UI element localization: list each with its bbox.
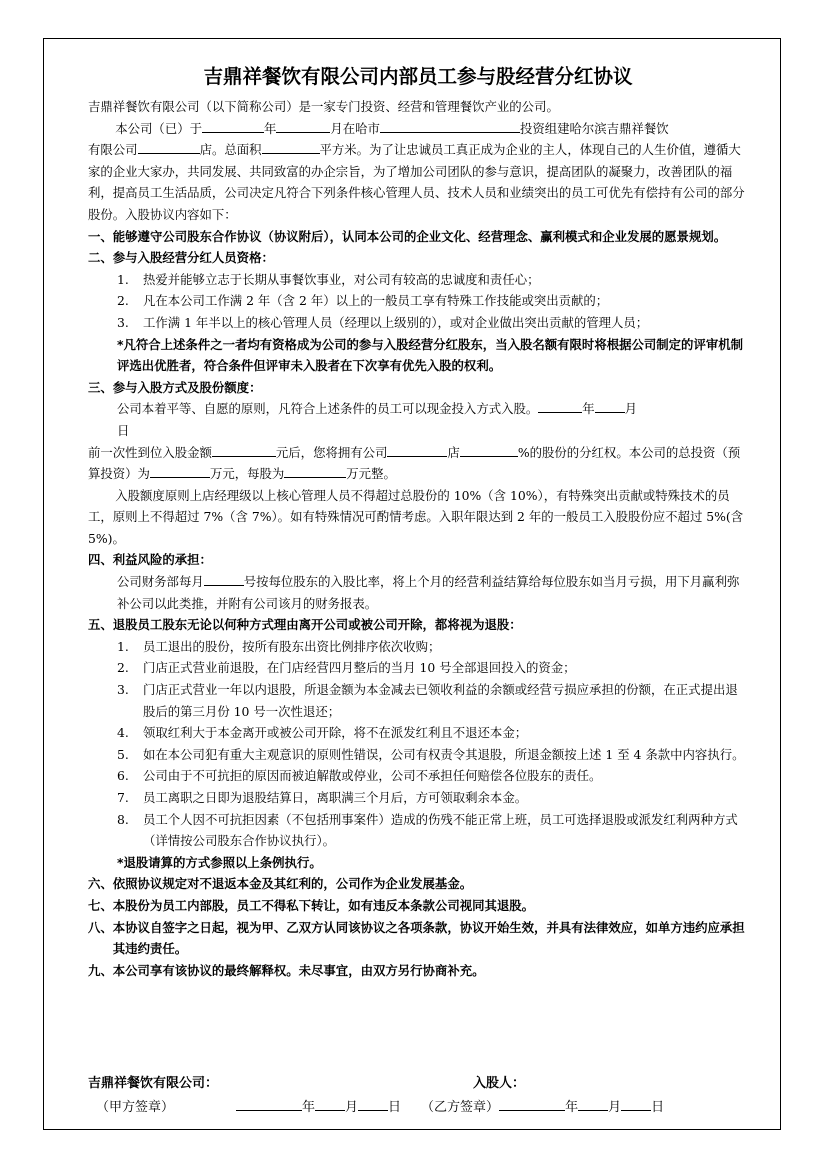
list-item xyxy=(88,744,748,766)
blank-party-b-month[interactable] xyxy=(578,1096,608,1111)
blank-month[interactable] xyxy=(595,398,625,413)
s4-text-b: 号按每位股东的入股比率，将上个月的经营利益结算给每位股东如当月亏损，用下月赢利弥补公司以此类推，并附有公司该月的财务报表。 xyxy=(117,574,740,611)
s3-year-label: 年 xyxy=(582,401,595,417)
blank-total-investment[interactable] xyxy=(150,463,210,478)
list-item xyxy=(88,636,748,658)
s3-store-label: 店 xyxy=(447,444,460,460)
s3-investment-label: %的股份的分红权。本公司的总投资（预算投资）为 xyxy=(88,444,741,482)
section-2-heading: 二、参与入股经营分红人员资格： xyxy=(88,250,274,266)
s3-end-text: 万元整。 xyxy=(346,466,396,482)
blank-year[interactable] xyxy=(202,118,264,133)
party-a-year-label: 年 xyxy=(302,1100,316,1115)
section-5-note: *退股请算的方式参照以上条例执行。 xyxy=(117,854,322,870)
section-9: 九、本公司享有该协议的最终解释权。未尽事宜，由双方另行协商补充。 xyxy=(88,962,485,978)
party-b-seal-label: （乙方签章） xyxy=(421,1100,500,1115)
blank-store-name[interactable] xyxy=(138,139,200,154)
list-item xyxy=(88,269,748,291)
intro-year-label: 年 xyxy=(264,120,277,136)
blank-amount[interactable] xyxy=(212,442,276,457)
signature-block xyxy=(88,1072,748,1120)
company-signature-label: 吉鼎祥餐饮有限公司： xyxy=(88,1076,219,1091)
intro-paragraph-1: 吉鼎祥餐饮有限公司（以下简称公司）是一家专门投资、经营和管理餐饮产业的公司。 xyxy=(88,99,559,114)
item-text: 员工离职之日即为退股结算日，离职满三个月后，方可领取剩余本金。 xyxy=(143,790,528,805)
intro-month-label: 月在哈市 xyxy=(330,120,380,136)
item-text: 如在本公司犯有重大主观意识的原则性错误，公司有权责令其退股，所退金额按上述 1 至 4 条款中内容执行。 xyxy=(143,746,745,762)
party-a-seal-label: （甲方签章） xyxy=(96,1100,175,1115)
section-3-paragraph-3: 入股额度原则上店经理级以上核心管理人员不得超过总股份的 10%（含 10%），有特殊突出贡献或特殊技术的员工，原则上不得超过 7%（含 7%）。如有特殊情况可酌情考虑。入职年限达到 2 年的一般员工入股股份应不超过 5%(含 5%)。 xyxy=(88,487,744,546)
blank-party-a-year[interactable] xyxy=(236,1096,302,1111)
item-number: 4. xyxy=(117,725,129,741)
item-text: 凡在本公司工作满 2 年（含 2 年）以上的一般员工享有特殊工作技能或突出贡献的； xyxy=(143,293,609,309)
signature-header-row xyxy=(88,1072,748,1096)
item-text: 领取红利大于本金离开或被公司开除，将不在派发红利且不退还本金； xyxy=(143,725,528,741)
blank-party-b-day[interactable] xyxy=(621,1096,651,1111)
blank-store[interactable] xyxy=(387,442,447,457)
item-number: 3. xyxy=(117,682,129,698)
blank-percent[interactable] xyxy=(460,442,518,457)
blank-share-price[interactable] xyxy=(284,463,346,478)
intro-text: 本公司（已）于 xyxy=(115,120,202,136)
investor-signature-label: 入股人： xyxy=(473,1076,526,1091)
item-text: 门店正式营业一年以内退股，所退金额为本金减去已领收利益的余额或经营亏损应承担的份额，在正式提出退股后的第三月份 10 号一次性退还； xyxy=(143,682,738,719)
section-4-paragraph xyxy=(88,571,748,614)
item-text: 员工退出的股份，按所有股东出资比例排序依次收购； xyxy=(143,638,441,654)
list-item xyxy=(88,290,748,312)
document-title: 吉鼎祥餐饮有限公司内部员工参与股经营分红协议 xyxy=(203,65,633,88)
item-text: 公司由于不可抗拒的原因而被迫解散或停业，公司不承担任何赔偿各位股东的责任。 xyxy=(143,768,602,784)
section-4-heading: 四、利益风险的承担： xyxy=(88,552,212,568)
section-3-paragraph-2 xyxy=(88,442,748,485)
section-1: 一、能够遵守公司股东合作协议（协议附后），认同本公司的企业文化、经营理念、赢利模式和企业发展的愿景规划。 xyxy=(88,228,727,244)
item-number: 1. xyxy=(117,638,129,654)
party-b-year-label: 年 xyxy=(565,1100,579,1115)
intro-company-label: 有限公司 xyxy=(88,142,138,158)
blank-year[interactable] xyxy=(538,398,582,413)
list-item xyxy=(88,809,748,852)
blank-party-a-month[interactable] xyxy=(315,1096,345,1111)
blank-party-b-year[interactable] xyxy=(499,1096,565,1111)
section-6: 六、依照协议规定对不退返本金及其红利的，公司作为企业发展基金。 xyxy=(88,876,473,892)
list-item xyxy=(88,657,748,679)
section-3-paragraph-1 xyxy=(88,398,748,441)
item-number: 2. xyxy=(117,660,129,676)
section-7: 七、本股份为员工内部股，员工不得私下转让，如有违反本条款公司视同其退股。 xyxy=(88,897,535,913)
agreement-body xyxy=(88,62,748,981)
item-number: 6. xyxy=(117,768,129,784)
party-b-month-label: 月 xyxy=(608,1100,622,1115)
s3-share-label: 万元，每股为 xyxy=(209,466,285,482)
section-8: 八、本协议自签字之日起，视为甲、乙双方认同该协议之各项条款，协议开始生效，并具有法律效应，如单方违约应承担其违约责任。 xyxy=(88,919,745,957)
list-item xyxy=(88,312,748,334)
section-3-heading: 三、参与入股方式及股份额度： xyxy=(88,379,262,395)
section-5-heading: 五、退股员工股东无论以何种方式理由离开公司或被公司开除，都将视为退股： xyxy=(88,617,522,633)
item-number: 7. xyxy=(117,790,129,805)
item-number: 5. xyxy=(117,746,129,762)
blank-area[interactable] xyxy=(262,139,320,154)
blank-month[interactable] xyxy=(276,118,330,133)
list-item xyxy=(88,679,748,722)
s4-text: 公司财务部每月 xyxy=(117,574,204,590)
intro-area-label: 店。总面积 xyxy=(199,142,262,158)
list-item xyxy=(88,722,748,744)
s3-month-label: 月 xyxy=(624,401,638,417)
item-text: 门店正式营业前退股，在门店经营四月整后的当月 10 号全部退回投入的资金； xyxy=(143,660,576,676)
item-text: 工作满 1 年半以上的核心管理人员（经理以上级别的），或对企业做出突出贡献的管理人员； xyxy=(143,314,649,330)
party-a-month-label: 月 xyxy=(345,1100,359,1115)
s3-text: 公司本着平等、自愿的原则，凡符合上述条件的员工可以现金投入方式入股。 xyxy=(117,401,539,417)
list-item xyxy=(88,787,748,809)
item-number: 2. xyxy=(117,293,129,309)
item-text: 热爱并能够立志于长期从事餐饮事业，对公司有较高的忠诚度和责任心； xyxy=(143,271,540,287)
intro-purpose-text: 平方米。为了让忠诚员工真正成为企业的主人，体现自己的人生价值，遵循大家的企业大家办，共同发展、共同致富的办企宗旨，为了增加公司团队的参与意识，提高团队的凝聚力，改善团队的福利，提高员工生活品质，公司决定凡符合下列条件核心管理人员、技术人员和业绩突出的员工可优先有偿持有公司的部分股份。入股协议内容如下： xyxy=(88,142,745,222)
signature-date-row xyxy=(88,1096,748,1120)
item-number: 3. xyxy=(117,314,129,330)
intro-text-b: 投资组建哈尔滨吉鼎祥餐饮 xyxy=(519,120,669,136)
party-a-day-label: 日 xyxy=(388,1100,402,1115)
s3-amount-label: 前一次性到位入股金额 xyxy=(88,444,212,460)
s3-day-label: 日 xyxy=(117,422,130,438)
list-item xyxy=(88,765,748,787)
item-number: 1. xyxy=(117,271,129,287)
blank-location[interactable] xyxy=(380,118,520,133)
blank-day[interactable] xyxy=(204,571,244,586)
item-text: 员工个人因不可抗拒因素（不包括刑事案件）造成的伤残不能正常上班，员工可选择退股或派发红利两种方式（详情按公司股东合作协议执行）。 xyxy=(143,811,738,849)
item-number: 8. xyxy=(117,811,129,827)
s3-company-label: 元后，您将拥有公司 xyxy=(275,444,388,460)
party-b-day-label: 日 xyxy=(651,1100,665,1115)
intro-paragraph-3 xyxy=(88,139,748,225)
intro-paragraph-2 xyxy=(88,118,748,140)
blank-party-a-day[interactable] xyxy=(358,1096,388,1111)
section-2-note: *凡符合上述条件之一者均有资格成为公司的参与入股经营分红股东，当入股名额有限时将根据公司制定的评审机制评选出优胜者，符合条件但评审未入股者在下次享有优先入股的权利。 xyxy=(117,336,744,374)
